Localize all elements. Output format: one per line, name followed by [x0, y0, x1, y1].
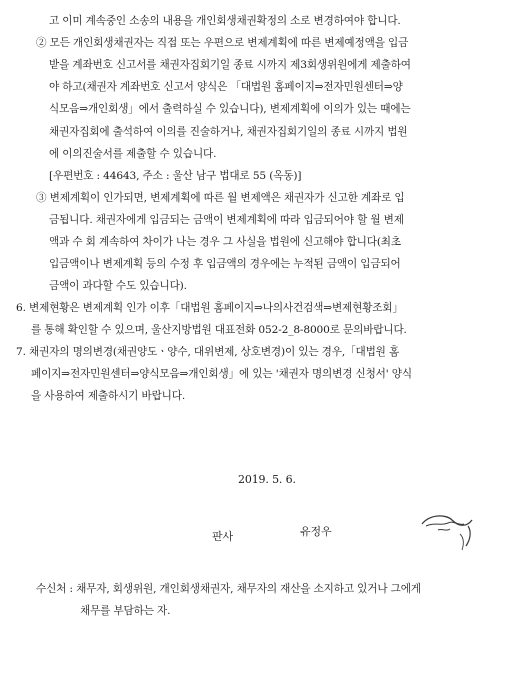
body-line: ② 모든 개인회생채권자는 직접 또는 우편으로 변제계획에 따른 변제예정액을 입금 — [36, 37, 409, 49]
body-line: 를 통해 확인할 수 있으며, 울산지방법원 대표전화 052-2_8-8000로 문의바랍니다. — [31, 324, 407, 336]
body-line: 에 이의진술서를 제출할 수 있습니다. — [49, 148, 217, 160]
body-line: ③ 변제계획이 인가되면, 변제계획에 따른 월 변제액은 채권자가 신고한 계좌로 입 — [36, 192, 405, 204]
body-line: 액과 수 회 계속하여 차이가 나는 경우 그 사실을 법원에 신고해야 합니다(최초 — [49, 236, 401, 248]
judge-name: 유정우 — [300, 525, 332, 538]
document-date: 2019. 5. 6. — [238, 473, 296, 486]
recipients-line: 수신처 : 채무자, 회생위원, 개인회생채권자, 채무자의 재산을 소지하고 있거나 그에게 — [36, 583, 421, 595]
judge-signature — [418, 510, 478, 552]
body-line: 페이지⇒전자민원센터⇒양식모음⇒개인회생」에 있는 '채권자 명의변경 신청서' 양식 — [31, 368, 412, 380]
recipients-line: 채무를 부담하는 자. — [80, 605, 171, 617]
body-line: 을 사용하여 제출하시기 바랍니다. — [31, 390, 186, 402]
body-line: 받을 계좌번호 신고서를 채권자집회기일 종료 시까지 제3회생위원에게 제출하여 — [49, 59, 411, 71]
body-line: 고 이미 계속중인 소송의 내용을 개인회생채권확정의 소로 변경하여야 합니다. — [49, 15, 401, 27]
body-line: 야 하고(채권자 계좌번호 신고서 양식은 「대법원 홈페이지⇒전자민원센터⇒양 — [49, 81, 403, 93]
body-line: 6. 변제현황은 변제계획 인가 이후「대법원 홈페이지⇒나의사건검색⇒변제현황조회」 — [16, 302, 403, 314]
body-line: 금됩니다. 채권자에게 입금되는 금액이 변제계획에 따라 입금되어야 할 월 변제 — [49, 214, 404, 226]
body-line: 7. 채권자의 명의변경(채권양도ㆍ양수, 대위변제, 상호변경)이 있는 경우,「대법원 홈 — [16, 346, 400, 358]
postal-address: [우편번호 : 44643, 주소 : 울산 남구 법대로 55 (옥동)] — [49, 170, 302, 182]
judge-title: 판사 — [212, 530, 233, 543]
body-line: 입금액이나 변제계획 등의 수정 후 입금액의 경우에는 누적된 금액이 입금되어 — [49, 258, 401, 270]
body-line: 금액이 과다할 수도 있습니다). — [49, 280, 187, 292]
body-line: 채권자집회에 출석하여 이의를 진술하거나, 채권자집회기일의 종료 시까지 법원 — [49, 126, 408, 138]
body-line: 식모음⇒개인회생」에서 출력하실 수 있습니다), 변제계획에 이의가 있는 때에는 — [49, 103, 411, 115]
